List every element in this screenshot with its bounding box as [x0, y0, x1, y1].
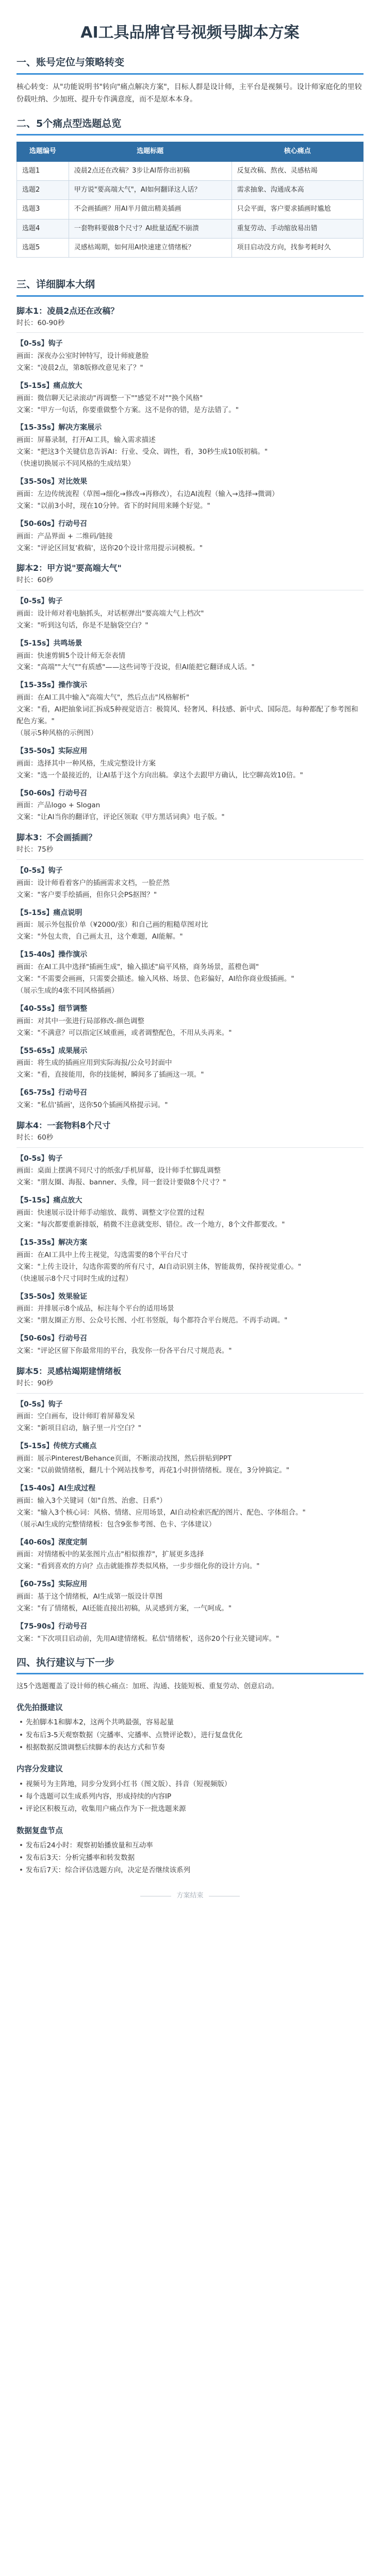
segment-line: 文案："上传主设计，勾选你需要的所有尺寸，AI自动识别主体，智能裁剪，保持视觉重心。": [16, 1262, 302, 1271]
execution-group-title: 数据复盘节点: [16, 1825, 63, 1835]
bullet-list: [16, 1839, 364, 1877]
segment-heading: 【50-60s】行动号召: [16, 1334, 88, 1343]
script-segment: [16, 1153, 364, 1189]
execution-group-title: 优先拍摄建议: [16, 1703, 63, 1713]
document-title: AI工具品牌官号视频号脚本方案: [80, 24, 300, 42]
script-segment: [16, 788, 364, 824]
end-mark: [16, 1890, 364, 1902]
section-execution: [16, 1656, 364, 1902]
segment-line: 文案："看，AI把抽象词汇拆成5种视觉语言：极简风、轻奢风、科技感、新中式、国际范。每种都配了参考图和配色方案。": [16, 705, 358, 726]
script-segment: [16, 422, 364, 470]
script-title: 脚本3：不会画插画？: [16, 833, 97, 843]
segment-heading: 【0-5s】钩子: [16, 340, 63, 348]
segment-line: （展示AI生成的完整情绪板：包含9张参考图、色卡、字体建议）: [16, 1520, 216, 1529]
segment-line: 文案："甲方一句话，你要重做整个方案。这不是你的错，是方法错了。": [16, 405, 239, 414]
table-cell: 只会平面，客户要求插画时尴尬: [232, 200, 363, 219]
end-mark-text: 方案结束: [176, 1891, 204, 1900]
segment-heading: 【55-65s】成果展示: [16, 1046, 88, 1055]
segment-line: （快速展示8个尺寸同时生成的过程）: [16, 1274, 133, 1283]
script-segment: [16, 1537, 364, 1573]
segment-heading: 【40-60s】深度定制: [16, 1538, 88, 1547]
segment-line: 画面：快速剪辑5个设计师无奈表情: [16, 651, 126, 660]
script-block: [16, 1120, 364, 1357]
segment-line: 文案："有了情绪板，AI还能直接出初稿，从灵感到方案，一气呵成。": [16, 1604, 232, 1613]
script-block: [16, 832, 364, 1111]
segment-line: （展示生成的4张不同风格插画）: [16, 986, 119, 995]
script-segment: [16, 596, 364, 632]
segment-line: 画面：快速展示设计师手动缩放、裁剪、调整文字位置的过程: [16, 1209, 205, 1217]
divider: [16, 1147, 364, 1148]
segment-heading: 【5-15s】传统方式痛点: [16, 1442, 97, 1451]
script-segment: [16, 1483, 364, 1531]
segment-line: 画面：展示Pinterest/Behance页面，不断滚动找图，然后拼贴到PPT: [16, 1454, 232, 1463]
segment-heading: 【5-15s】痛点说明: [16, 908, 82, 917]
table-header-cell: 核心痛点: [232, 142, 363, 162]
segment-line: 文案："评论区回复'救稿'，送你20个设计常用提示词模板。": [16, 544, 203, 552]
script-segment: [16, 518, 364, 554]
segment-heading: 【15-40s】AI生成过程: [16, 1484, 96, 1493]
table-cell: 选题4: [17, 219, 69, 238]
execution-group-title: 内容分发建议: [16, 1764, 63, 1774]
table-cell: 需求抽象、沟通成本高: [232, 181, 363, 200]
table-row: [17, 200, 364, 219]
script-segment: [16, 865, 364, 901]
list-item: • 发布后3-5天观察数据（完播率、完播率、点赞评论数），进行复盘优化: [26, 1729, 364, 1741]
segment-heading: 【0-5s】钩子: [16, 1154, 63, 1163]
table-header-cell: 选题标题: [69, 142, 232, 162]
table-row: [17, 219, 364, 238]
table-cell: 一套物料要做8个尺寸？AI批量适配不崩溃: [69, 219, 232, 238]
script-duration: 时长：90秒: [16, 1379, 54, 1387]
positioning-text: [16, 81, 364, 106]
divider: [16, 1393, 364, 1394]
script-list: [16, 305, 364, 1645]
table-cell: 甲方说"要高端大气"，AI如何翻译这人话？: [69, 181, 232, 200]
segment-line: （展示5种风格的示例图）: [16, 729, 98, 738]
segment-line: 文案："以前3小时，现在10分钟。省下的时间用来睡个好觉。": [16, 501, 210, 510]
segment-heading: 【40-55s】细节调整: [16, 1004, 88, 1013]
script-title: 脚本2：甲方说"要高端大气": [16, 563, 122, 573]
segment-heading: 【15-35s】解决方案: [16, 1238, 88, 1247]
table-cell: 选题2: [17, 181, 69, 200]
section-pain-topics: [16, 117, 364, 258]
segment-line: 画面：桌面上摆满不同尺寸的纸张/手机屏幕，设计师手忙脚乱调整: [16, 1166, 221, 1175]
segment-heading: 【0-5s】钩子: [16, 597, 63, 606]
segment-heading: 【5-15s】共鸣场景: [16, 639, 82, 648]
table-row: [17, 181, 364, 200]
script-segment: [16, 1579, 364, 1615]
segment-line: 文案："朋友圈、海报、banner、头像，同一套设计要做8个尺寸？": [16, 1178, 226, 1187]
script-block: [16, 1365, 364, 1645]
table-body: [17, 162, 364, 258]
execution-groups: [16, 1701, 364, 1876]
table-header-cell: 选题编号: [17, 142, 69, 162]
segment-heading: 【15-35s】操作演示: [16, 681, 88, 690]
segment-line: 文案："私信'插画'，送你50个插画风格提示词。": [16, 1101, 168, 1110]
segment-line: 画面：深夜办公室时钟特写，设计师疲惫脸: [16, 351, 149, 360]
divider: [16, 859, 364, 860]
table-row: [17, 238, 364, 257]
script-segment: [16, 907, 364, 943]
segment-line: 文案："每次都要重新排版，稍微不注意就变形、错位。改一个地方，8个文件都要改。": [16, 1220, 285, 1229]
segment-line: 画面：产品logo + Slogan: [16, 801, 101, 810]
segment-line: 画面：设计师看着客户的插画需求文档，一脸茫然: [16, 878, 170, 887]
execution-group: [16, 1762, 364, 1815]
script-segment: [16, 1399, 364, 1435]
segment-line: 画面：空白画布，设计师盯着屏幕发呆: [16, 1412, 135, 1421]
table-row: [17, 162, 364, 181]
table-cell: 重复劳动、手动缩放易出错: [232, 219, 363, 238]
section-script-outlines: [16, 278, 364, 1645]
section-3-title: 三、详细脚本大纲: [16, 278, 364, 297]
segment-line: 文案："凌晨2点，第8版修改意见来了？": [16, 363, 143, 372]
segment-line: 画面：在AI工具中输入"高端大气"，然后点击"风格解析": [16, 693, 190, 702]
script-segment: [16, 1440, 364, 1477]
script-segment: [16, 1195, 364, 1231]
script-segment: [16, 1621, 364, 1645]
segment-line: 画面：微信聊天记录滚动"再调整一下""感觉不对""换个风格": [16, 394, 203, 402]
segment-heading: 【0-5s】钩子: [16, 1400, 63, 1409]
segment-line: 文案："听到这句话，你是不是脑袋空白？": [16, 621, 148, 630]
segment-line: 文案："外包太贵，自己画太丑，这个难题，AI能解。": [16, 933, 183, 941]
segment-line: 文案："把这3个关键信息告诉AI：行业、受众、调性，看，30秒生成10版初稿。": [16, 448, 268, 456]
script-segment: [16, 1003, 364, 1039]
pain-topic-table: [16, 142, 364, 257]
script-segment: [16, 380, 364, 416]
script-segment: [16, 1045, 364, 1081]
segment-line: 文案："选一个最接近的，让AI基于这个方向出稿。拿这个去跟甲方确认，比空聊高效10倍。": [16, 771, 303, 779]
segment-line: 画面：展示外包报价单（¥2000/张）和自己画的粗糙草图对比: [16, 921, 208, 929]
segment-line: 画面：将生成的插画应用到实际海报/公众号封面中: [16, 1059, 172, 1067]
execution-group: [16, 1701, 364, 1754]
segment-line: 画面：左边传统流程（草图→细化→修改→再修改），右边AI流程（输入→选择→微调）: [16, 489, 279, 498]
script-duration: 时长：60秒: [16, 1133, 54, 1142]
segment-heading: 【35-50s】实际应用: [16, 747, 88, 755]
script-segment: [16, 1087, 364, 1111]
section-2-title: 二、5个痛点型选题总览: [16, 117, 364, 136]
positioning-paragraph: 核心转变：从"功能说明书"转向"痛点解决方案"，目标人群是设计师，主平台是视频号。设计师家庭化的里较份载吐纳、少加班、提升专作满意度，而不是原本本身。: [16, 82, 362, 104]
segment-line: 画面：产品界面 + 二维码/链接: [16, 532, 113, 540]
table-cell: 反复改稿、熬夜、灵感枯竭: [232, 162, 363, 181]
table-cell: 选题3: [17, 200, 69, 219]
segment-line: 文案："看，直接能用，你的技能树，瞬间多了插画这一项。": [16, 1071, 204, 1079]
script-segment: [16, 338, 364, 374]
segment-line: 画面：选择其中一种风格，生成完整设计方案: [16, 759, 156, 768]
list-item: • 每个选题可以生成系列内容，形成持续的内容IP: [26, 1790, 364, 1803]
segment-heading: 【5-15s】痛点放大: [16, 381, 82, 390]
script-duration: 时长：60-90秒: [16, 318, 65, 327]
segment-line: 文案："下次项目启动前，先用AI建情绪板。私信'情绪板'，送你20个行业关键词库。": [16, 1634, 279, 1643]
segment-line: 画面：屏幕录制，打开AI工具，输入需求描述: [16, 436, 156, 445]
segment-line: （快速切换展示不同风格的生成结果）: [16, 460, 135, 468]
script-title: 脚本5：灵感枯竭期建情绪板: [16, 1366, 122, 1376]
segment-line: 文案："朋友圈正方形、公众号长图、小红书竖版，每个都符合平台规范。不再手动调。": [16, 1316, 288, 1325]
list-item: • 视频号为主阵地，同步分发到小红书（图文版）、抖音（短视频版）: [26, 1778, 364, 1790]
table-cell: 选题5: [17, 238, 69, 257]
script-segment: [16, 1333, 364, 1357]
segment-heading: 【65-75s】行动号召: [16, 1089, 88, 1097]
segment-line: 画面：对其中一张进行局部修改-颜色调整: [16, 1016, 144, 1025]
script-title: 脚本4：一套物料8个尺寸: [16, 1120, 111, 1130]
segment-line: 画面：并排展示8个成品，标注每个平台的适用场景: [16, 1304, 174, 1313]
segment-line: 文案："看到喜欢的方向？点击就能推荐类似风格，一步步细化你的设计方向。": [16, 1562, 260, 1571]
list-item: • 根据数据反馈调整后续脚本的表达方式和节奏: [26, 1741, 364, 1754]
segment-line: 文案："以前做情绪板，翻几十个网站找参考，再花1小时拼情绪板。现在，3分钟搞定。": [16, 1466, 290, 1475]
script-duration: 时长：75秒: [16, 845, 54, 854]
script-segment: [16, 1237, 364, 1285]
segment-line: 画面：在AI工具中选择"插画生成"，输入描述"扁平风格，商务场景，蓝橙色调": [16, 963, 259, 972]
list-item: • 发布后3天：分析完播率和转发数据: [26, 1852, 364, 1864]
segment-heading: 【60-75s】实际应用: [16, 1580, 88, 1589]
table-cell: 项目启动没方向，找参考耗时久: [232, 238, 363, 257]
segment-heading: 【15-40s】操作演示: [16, 951, 88, 959]
section-4-title: 四、执行建议与下一步: [16, 1656, 364, 1675]
segment-heading: 【0-5s】钩子: [16, 866, 63, 875]
segment-line: 文案："客户要手绘插画，但你只会PS抠图？": [16, 890, 157, 899]
segment-line: 画面：对情绪板中的某张图片点击"相似推荐"，扩展更多选择: [16, 1550, 204, 1559]
segment-line: 文案："不需要会画画，只需要会描述。输入风格、场景、色彩偏好，AI给你商业级插画。": [16, 975, 294, 983]
segment-line: 文案："新项目启动，脑子里一片空白？": [16, 1424, 141, 1433]
segment-line: 画面：输入3个关键词（如"自然、治愈、日系"）: [16, 1496, 167, 1505]
script-duration: 时长：60秒: [16, 576, 54, 585]
execution-group: [16, 1824, 364, 1877]
segment-heading: 【35-50s】对比效果: [16, 478, 88, 486]
script-block: [16, 305, 364, 554]
table-cell: 不会画插画？用AI半月做出精美插画: [69, 200, 232, 219]
segment-line: 文案："不满意？可以指定区域重画，或者调整配色，不用从头再来。": [16, 1028, 232, 1037]
segment-heading: 【50-60s】行动号召: [16, 519, 88, 528]
segment-line: 文案："评论区留下你最常用的平台，我发你一份各平台尺寸规范表。": [16, 1347, 232, 1355]
segment-heading: 【15-35s】解决方案展示: [16, 423, 102, 432]
list-item: • 发布后7天：综合评估选题方向，决定是否继续该系列: [26, 1864, 364, 1876]
script-block: [16, 562, 364, 823]
script-segment: [16, 1291, 364, 1327]
table-cell: 凌晨2点还在改稿？3步让AI帮你出初稿: [69, 162, 232, 181]
script-segment: [16, 638, 364, 674]
script-title: 脚本1：凌晨2点还在改稿？: [16, 306, 119, 316]
script-segment: [16, 745, 364, 782]
segment-line: 画面：设计师对着电脑抓头，对话框弹出"要高端大气上档次": [16, 609, 204, 618]
list-item: • 先拍脚本1和脚本2，这两个共鸣最强，容易起量: [26, 1716, 364, 1728]
list-item: • 发布后24小时：观察初始播放量和互动率: [26, 1839, 364, 1852]
script-segment: [16, 680, 364, 739]
table-cell: 选题1: [17, 162, 69, 181]
segment-heading: 【5-15s】痛点放大: [16, 1196, 82, 1205]
divider: [16, 332, 364, 333]
section-1-title: 一、账号定位与策略转变: [16, 56, 364, 75]
segment-heading: 【50-60s】行动号召: [16, 789, 88, 798]
segment-line: 画面：在AI工具中上传主视觉，勾选需要的8个平台尺寸: [16, 1250, 188, 1259]
list-item: • 评论区积极互动，收集用户痛点作为下一批选题来源: [26, 1803, 364, 1815]
segment-line: 文案："输入3个核心词：风格、情绪、应用场景，AI自动检索匹配的图片、配色、字体组合。": [16, 1508, 306, 1517]
segment-heading: 【75-90s】行动号召: [16, 1622, 88, 1631]
bullet-list: [16, 1778, 364, 1816]
script-segment: [16, 949, 364, 997]
bullet-list: [16, 1716, 364, 1754]
section-positioning: [16, 56, 364, 106]
segment-line: 画面：基于这个情绪板，AI生成第一版设计草图: [16, 1592, 163, 1601]
segment-heading: 【35-50s】效果验证: [16, 1292, 88, 1301]
segment-line: 文案："让AI当你的翻译官，评论区领取《甲方黑话词典》电子版。": [16, 813, 225, 822]
segment-line: 文案："高端""大气""有质感"——这些词等于没说，但AI能把它翻译成人话。": [16, 663, 255, 672]
table-cell: 灵感枯竭期，如何用AI快速建立情绪板？: [69, 238, 232, 257]
execution-intro: 这5个选题覆盖了设计师的核心痛点：加班、沟通、技能短板、重复劳动、创意启动。: [16, 1682, 279, 1691]
table-header-row: [17, 142, 364, 162]
script-segment: [16, 476, 364, 512]
